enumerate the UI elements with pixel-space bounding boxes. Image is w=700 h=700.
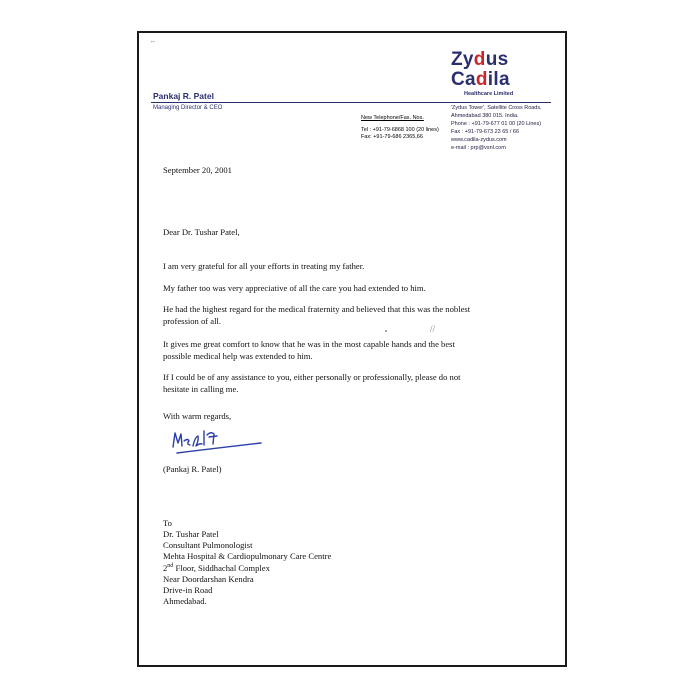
stray-mark: ⌐ (149, 36, 157, 47)
stray-dot (385, 330, 387, 332)
address-line: Phone : +91-79-677 01 00 (20 Lines) (451, 121, 542, 127)
recipient-landmark: Near Doordarshan Kendra (163, 574, 254, 584)
recipient-hospital: Mehta Hospital & Cardiopulmonary Care Centre (163, 551, 332, 561)
letterhead-rule (151, 102, 551, 103)
company-logo-subtitle: Healthcare Limited (464, 91, 514, 97)
handwritten-signature-icon (169, 425, 269, 459)
address-line: 'Zydus Tower', Satellite Cross Roads, (451, 105, 542, 111)
telephone-number: Tel : +91-79-6868 100 (20 lines) (361, 127, 439, 133)
paragraph: My father too was very appreciative of all the care you had extended to him. (163, 283, 426, 293)
recipient-floor: 2nd Floor, Siddhachal Complex (163, 563, 270, 573)
company-logo-line1: Zydus (451, 49, 509, 70)
stray-mark: // (430, 324, 436, 334)
address-line: Ahmedabad 380 015. India. (451, 113, 519, 119)
recipient-to-label: To (163, 518, 172, 528)
salutation: Dear Dr. Tushar Patel, (163, 227, 240, 237)
paragraph: I am very grateful for all your efforts in treating my father. (163, 261, 365, 271)
letter-page (137, 31, 567, 667)
address-line: www.cadila-zydus.com (451, 137, 507, 143)
letterhead-name: Pankaj R. Patel (153, 91, 214, 101)
company-logo-line2: Cadila (451, 69, 510, 90)
closing: With warm regards, (163, 411, 232, 421)
letter-date: September 20, 2001 (163, 165, 232, 175)
recipient-city: Ahmedabad. (163, 596, 207, 606)
paragraph: If I could be of any assistance to you, either personally or professionally, please do not hesitate in calling me. (163, 372, 461, 394)
paragraph: It gives me great comfort to know that he was in the most capable hands and the best possible medical help was extended to him. (163, 339, 455, 361)
recipient-designation: Consultant Pulmonologist (163, 540, 253, 550)
fax-number: Fax: +91-79-686 2365,66 (361, 134, 423, 140)
signatory-name: (Pankaj R. Patel) (163, 464, 222, 474)
recipient-name: Dr. Tushar Patel (163, 529, 219, 539)
recipient-road: Drive-in Road (163, 585, 213, 595)
address-line: Fax : +91-79-673 23 65 / 66 (451, 129, 520, 135)
address-line: e-mail : prp@vsnl.com (451, 145, 506, 151)
paragraph: He had the highest regard for the medical fraternity and believed that this was the noblest profession of all. (163, 304, 471, 326)
letterhead-title: Managing Director & CEO (153, 105, 223, 111)
phone-heading: New Telephone/Fax. Nos. (361, 115, 424, 121)
